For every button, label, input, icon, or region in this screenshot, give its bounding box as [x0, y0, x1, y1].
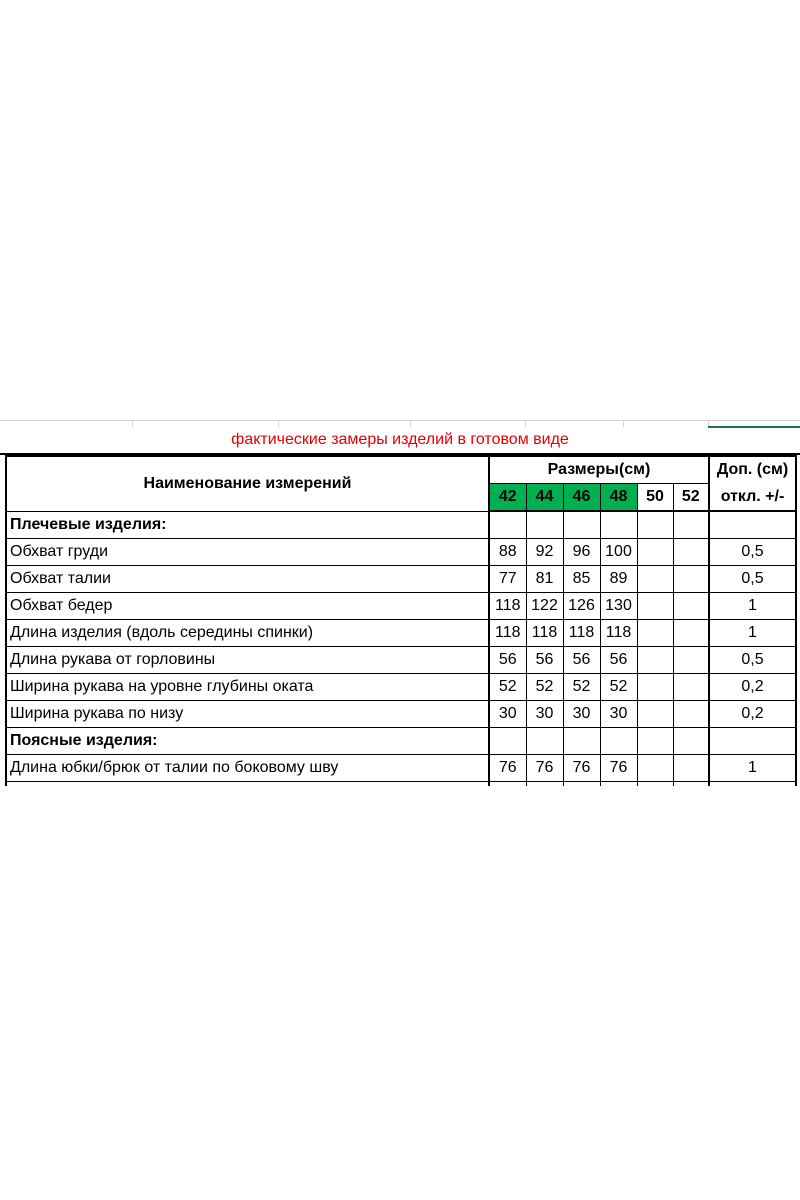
size-value-44: 118	[526, 620, 563, 647]
empty-cell	[600, 511, 637, 539]
size-value-42: 77	[489, 566, 526, 593]
size-value-44: 30	[526, 701, 563, 728]
size-header-46: 46	[563, 484, 600, 512]
size-value-50	[637, 674, 673, 701]
size-value-52	[673, 701, 709, 728]
header-name-column: Наименование измерений	[6, 456, 489, 511]
size-value-46: 76	[563, 755, 600, 782]
measurement-name: Длина изделия (вдоль середины спинки)	[6, 620, 489, 647]
deviation-value: 0,2	[709, 674, 796, 701]
cut-off-cell	[563, 782, 600, 787]
deviation-value: 0,5	[709, 539, 796, 566]
size-value-50	[637, 647, 673, 674]
size-value-42: 88	[489, 539, 526, 566]
size-header-52: 52	[673, 484, 709, 512]
size-value-44: 122	[526, 593, 563, 620]
size-value-52	[673, 647, 709, 674]
cut-off-cell	[637, 782, 673, 787]
size-header-50: 50	[637, 484, 673, 512]
section-row	[6, 728, 796, 755]
header-deviation-top: Доп. (см)	[709, 456, 796, 484]
section-row	[6, 511, 796, 539]
table-title-text: фактические замеры изделий в готовом виде	[231, 431, 569, 448]
size-value-48: 52	[600, 674, 637, 701]
size-header-42: 42	[489, 484, 526, 512]
table-row	[6, 566, 796, 593]
empty-cell	[637, 511, 673, 539]
cut-off-cell	[489, 782, 526, 787]
size-value-48: 118	[600, 620, 637, 647]
size-value-48: 30	[600, 701, 637, 728]
size-value-42: 30	[489, 701, 526, 728]
size-value-52	[673, 566, 709, 593]
size-value-48: 100	[600, 539, 637, 566]
empty-cell	[673, 511, 709, 539]
measurement-name: Обхват груди	[6, 539, 489, 566]
deviation-value: 0,5	[709, 647, 796, 674]
size-value-48: 89	[600, 566, 637, 593]
deviation-value: 1	[709, 593, 796, 620]
size-value-44: 56	[526, 647, 563, 674]
size-header-48: 48	[600, 484, 637, 512]
deviation-value: 1	[709, 620, 796, 647]
table-title	[0, 427, 800, 455]
table-row	[6, 647, 796, 674]
size-value-50	[637, 620, 673, 647]
size-value-52	[673, 620, 709, 647]
empty-cell	[600, 728, 637, 755]
size-value-52	[673, 593, 709, 620]
cut-off-cell	[526, 782, 563, 787]
table-row	[6, 539, 796, 566]
size-value-50	[637, 566, 673, 593]
size-value-44: 81	[526, 566, 563, 593]
empty-cell	[489, 511, 526, 539]
measurement-name: Длина юбки/брюк от талии по боковому шву	[6, 755, 489, 782]
cut-off-cell	[6, 782, 489, 787]
measurement-name: Длина рукава от горловины	[6, 647, 489, 674]
cut-off-cell	[709, 782, 796, 787]
measurement-name: Обхват талии	[6, 566, 489, 593]
table-row	[6, 701, 796, 728]
size-value-42: 56	[489, 647, 526, 674]
size-value-48: 130	[600, 593, 637, 620]
table-row	[6, 593, 796, 620]
size-value-46: 85	[563, 566, 600, 593]
size-value-44: 52	[526, 674, 563, 701]
measurement-name: Обхват бедер	[6, 593, 489, 620]
size-value-46: 126	[563, 593, 600, 620]
size-value-42: 118	[489, 593, 526, 620]
empty-cell	[709, 511, 796, 539]
empty-cell	[563, 728, 600, 755]
cut-off-cell	[600, 782, 637, 787]
deviation-value: 1	[709, 755, 796, 782]
cut-off-cell	[673, 782, 709, 787]
deviation-value: 0,2	[709, 701, 796, 728]
size-value-50	[637, 755, 673, 782]
size-value-46: 52	[563, 674, 600, 701]
cut-off-row	[6, 782, 796, 787]
table-row	[6, 674, 796, 701]
empty-cell	[709, 728, 796, 755]
empty-cell	[526, 728, 563, 755]
size-value-42: 118	[489, 620, 526, 647]
size-value-46: 56	[563, 647, 600, 674]
size-value-48: 76	[600, 755, 637, 782]
size-value-50	[637, 539, 673, 566]
empty-cell	[673, 728, 709, 755]
empty-cell	[489, 728, 526, 755]
size-value-52	[673, 539, 709, 566]
size-value-52	[673, 755, 709, 782]
measurement-name: Ширина рукава на уровне глубины оката	[6, 674, 489, 701]
table-row	[6, 620, 796, 647]
size-header-44: 44	[526, 484, 563, 512]
empty-cell	[637, 728, 673, 755]
size-value-42: 52	[489, 674, 526, 701]
measurements-table	[5, 455, 797, 786]
size-value-44: 76	[526, 755, 563, 782]
empty-cell	[526, 511, 563, 539]
measurement-name: Ширина рукава по низу	[6, 701, 489, 728]
header-sizes: Размеры(см)	[489, 456, 709, 484]
section-title: Плечевые изделия:	[6, 511, 489, 539]
deviation-value: 0,5	[709, 566, 796, 593]
size-value-46: 30	[563, 701, 600, 728]
header-deviation-bottom: откл. +/-	[709, 484, 796, 512]
table-row	[6, 755, 796, 782]
size-value-48: 56	[600, 647, 637, 674]
empty-cell	[563, 511, 600, 539]
size-value-46: 118	[563, 620, 600, 647]
section-title: Поясные изделия:	[6, 728, 489, 755]
size-value-44: 92	[526, 539, 563, 566]
size-value-50	[637, 701, 673, 728]
size-value-50	[637, 593, 673, 620]
grid-top-line	[0, 420, 800, 427]
size-value-52	[673, 674, 709, 701]
size-value-42: 76	[489, 755, 526, 782]
size-value-46: 96	[563, 539, 600, 566]
